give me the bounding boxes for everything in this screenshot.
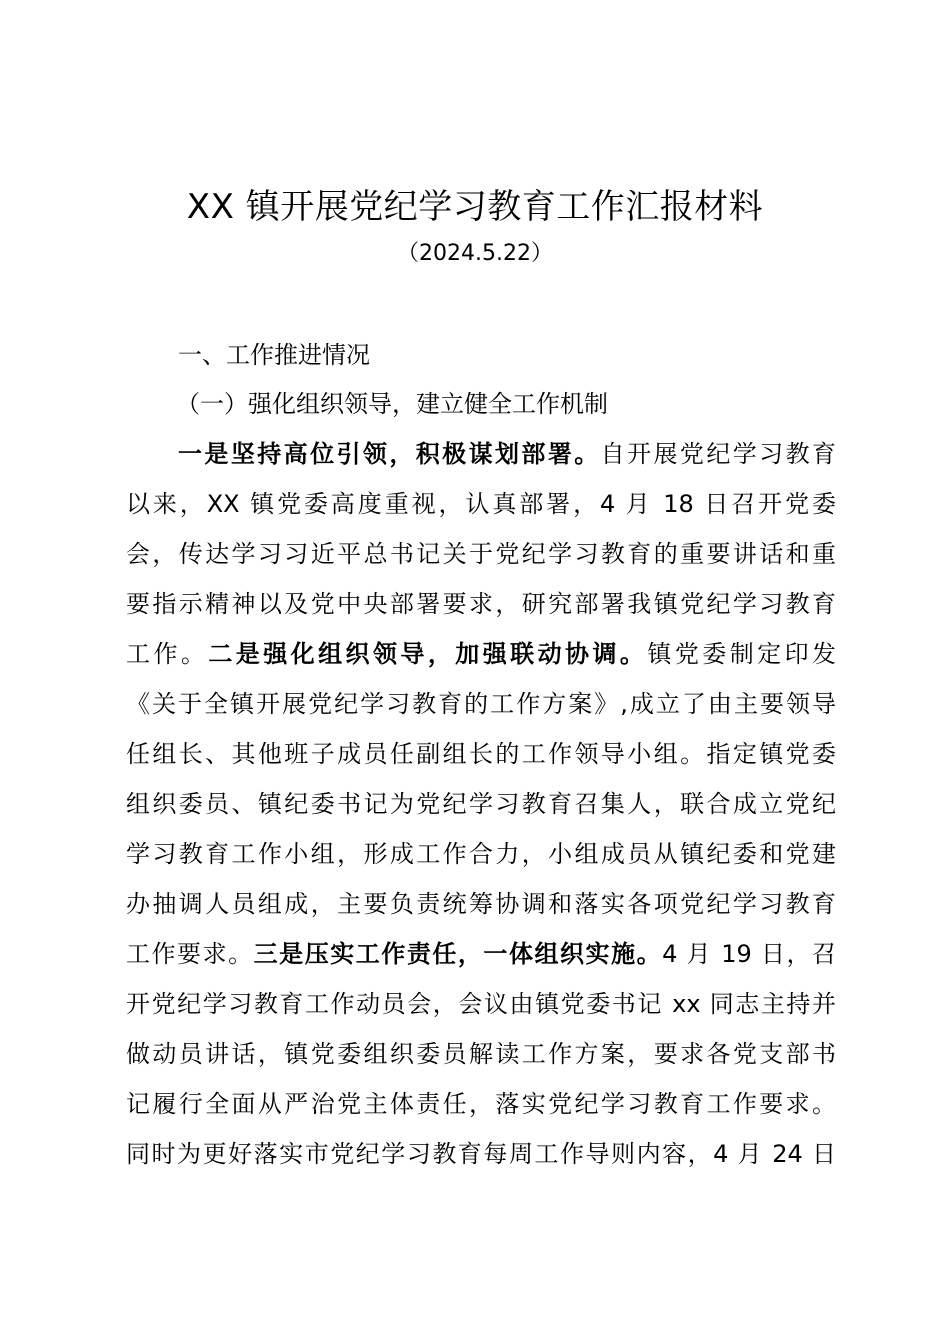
bold-lead-2: 二是强化组织领导，加强联动协调。 [208,640,648,668]
subsection-heading: （一）强化组织领导，建立健全工作机制 [176,390,608,418]
line-text: 以来，XX 镇党委高度重视，认真部署，4 月 18 日召开党委 [126,490,836,518]
line-text: 开党纪学习教育工作动员会，会议由镇党委书记 xx 同志主持并 [126,990,836,1018]
paragraph-line [126,584,836,634]
paragraph-line [126,734,836,784]
paragraph-line [126,534,836,584]
paragraph-line [126,1034,836,1084]
paragraph-line [126,634,836,684]
line-text: 办抽调人员组成，主要负责统筹协调和落实各项党纪学习教育 [126,890,836,918]
line-text: 任组长、其他班子成员任副组长的工作领导小组。指定镇党委 [126,740,836,768]
paragraph-line [126,434,836,484]
paragraph-line [126,834,836,884]
body-paragraph [126,434,836,1184]
document-date: （2024.5.22） [397,241,553,266]
line-text: 会，传达学习习近平总书记关于党纪学习教育的重要讲话和重 [126,540,836,568]
paragraph-line [126,1084,836,1134]
line-text: 4 月 19 日，召 [662,940,837,968]
paragraph-line [126,784,836,834]
bold-lead-1: 一是坚持高位引领，积极谋划部署。 [178,440,601,468]
line-text: 学习教育工作小组，形成工作合力，小组成员从镇纪委和党建 [126,840,836,868]
line-text: 做动员讲话，镇党委组织委员解读工作方案，要求各党支部书 [126,1040,836,1068]
line-text: 工作要求。 [126,940,254,968]
line-text: 工作。 [126,640,209,668]
line-text: 自开展党纪学习教育 [600,440,837,468]
paragraph-line [126,484,836,534]
document-title: XX 镇开展党纪学习教育工作汇报材料 [186,187,764,227]
line-text: 要指示精神以及党中央部署要求，研究部署我镇党纪学习教育 [126,590,836,618]
line-text: 《关于全镇开展党纪学习教育的工作方案》,成立了由主要领导 [126,690,836,718]
line-text: 记履行全面从严治党主体责任，落实党纪学习教育工作要求。 [126,1090,836,1118]
section-heading: 一、工作推进情况 [178,341,370,369]
line-text: 镇党委制定印发 [647,640,837,668]
line-text: 同时为更好落实市党纪学习教育每周工作导则内容，4 月 24 日 [126,1140,836,1168]
paragraph-line [126,934,836,984]
paragraph-line [126,884,836,934]
paragraph-line [126,984,836,1034]
line-text: 组织委员、镇纪委书记为党纪学习教育召集人，联合成立党纪 [126,790,836,818]
bold-lead-3: 三是压实工作责任，一体组织实施。 [253,940,663,968]
paragraph-line [126,684,836,734]
paragraph-line [126,1134,836,1184]
